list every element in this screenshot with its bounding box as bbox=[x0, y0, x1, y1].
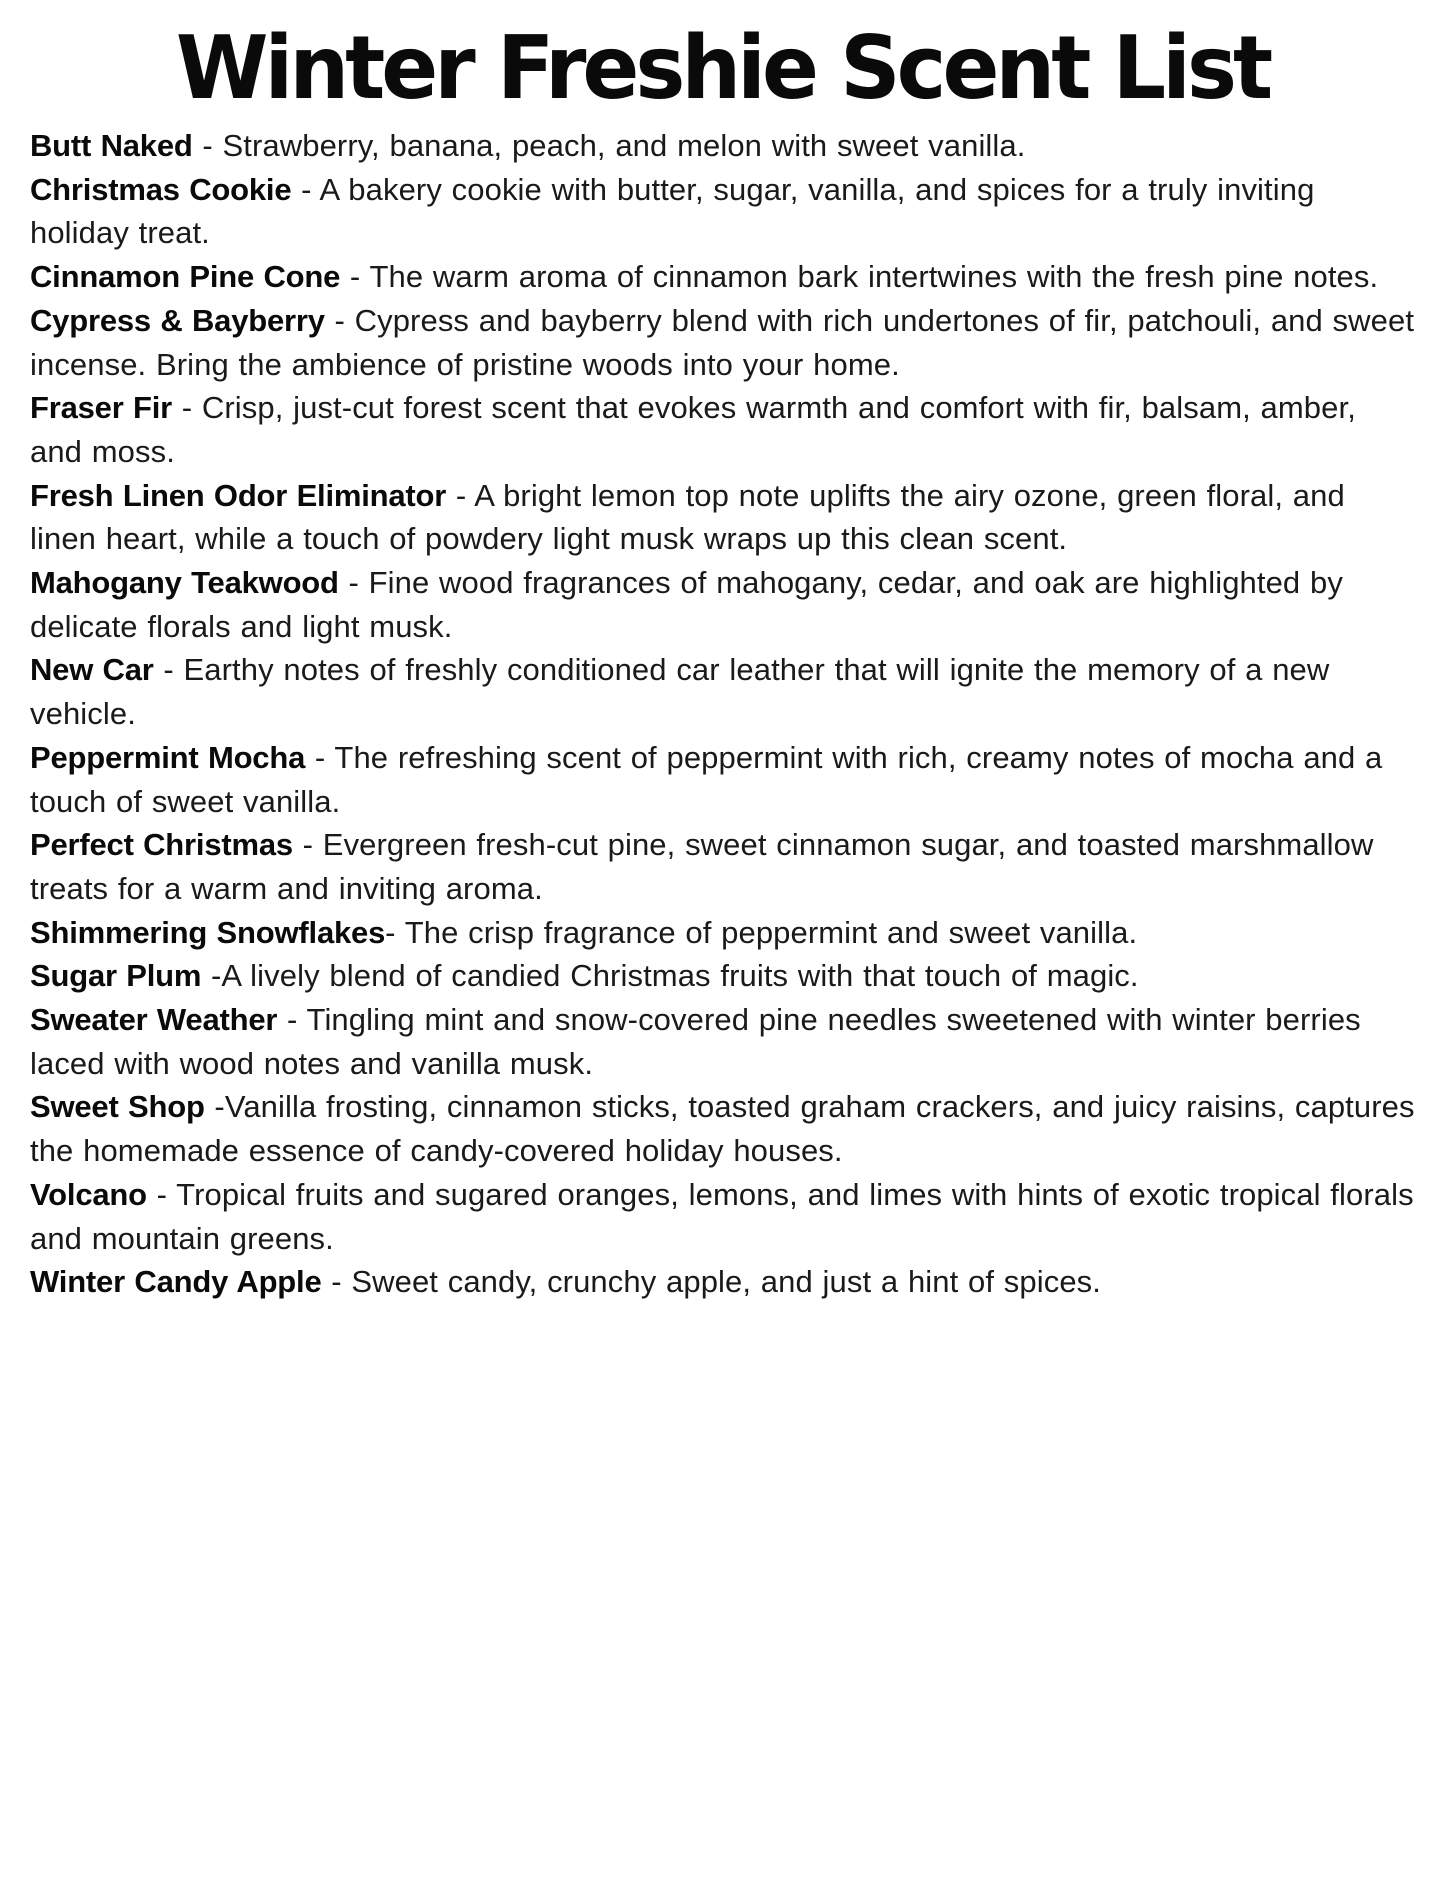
scent-entry bbox=[30, 954, 1415, 998]
scent-entry bbox=[30, 823, 1415, 910]
scent-description: - Evergreen fresh-cut pine, sweet cinnamon sugar, and toasted marshmallow treats for a warm and inviting aroma. bbox=[30, 827, 1374, 906]
scent-name: Mahogany Teakwood bbox=[30, 565, 339, 601]
scent-name: Peppermint Mocha bbox=[30, 739, 306, 775]
document-page bbox=[0, 17, 1445, 1897]
scent-entry bbox=[30, 736, 1415, 823]
scent-name: Winter Candy Apple bbox=[30, 1264, 322, 1300]
scent-name: Shimmering Snowflakes bbox=[30, 914, 386, 950]
scent-list bbox=[30, 124, 1415, 1304]
scent-name: Sweet Shop bbox=[30, 1089, 205, 1125]
scent-entry bbox=[30, 474, 1415, 561]
scent-entry bbox=[30, 998, 1415, 1085]
scent-description: - Tropical fruits and sugared oranges, lemons, and limes with hints of exotic tropical florals and mountain greens. bbox=[30, 1176, 1414, 1256]
scent-name: Christmas Cookie bbox=[30, 171, 292, 207]
page-title: Winter Freshie Scent List bbox=[175, 17, 1270, 119]
scent-description: -Vanilla frosting, cinnamon sticks, toasted graham crackers, and juicy raisins, captures the homemade essence of candy-covered holiday houses. bbox=[30, 1089, 1415, 1169]
scent-name: Sweater Weather bbox=[30, 1002, 278, 1038]
scent-name: Sugar Plum bbox=[30, 958, 202, 994]
scent-name: Fresh Linen Odor Eliminator bbox=[30, 477, 447, 513]
scent-description: - Sweet candy, crunchy apple, and just a hint of spices. bbox=[321, 1264, 1101, 1300]
scent-entry bbox=[30, 299, 1415, 386]
scent-description: - Crisp, just-cut forest scent that evokes warmth and comfort with fir, balsam, amber, and moss. bbox=[30, 390, 1356, 469]
scent-description: - Tingling mint and snow-covered pine needles sweetened with winter berries laced with wood notes and vanilla musk. bbox=[30, 1002, 1361, 1081]
scent-description: - Strawberry, banana, peach, and melon with sweet vanilla. bbox=[192, 128, 1026, 163]
scent-entry bbox=[30, 911, 1415, 955]
scent-name: Volcano bbox=[30, 1176, 147, 1212]
scent-name: Butt Naked bbox=[30, 128, 193, 163]
scent-name: Perfect Christmas bbox=[30, 827, 293, 863]
scent-description: - Fine wood fragrances of mahogany, cedar, and oak are highlighted by delicate florals and light musk. bbox=[30, 565, 1343, 644]
scent-description: -A lively blend of candied Christmas fruits with that touch of magic. bbox=[201, 958, 1139, 994]
scent-entry bbox=[30, 124, 1415, 168]
scent-entry bbox=[30, 561, 1415, 648]
scent-name: Cypress & Bayberry bbox=[30, 302, 325, 338]
scent-description: - Earthy notes of freshly conditioned car leather that will ignite the memory of a new vehicle. bbox=[30, 652, 1330, 732]
scent-entry bbox=[30, 168, 1415, 255]
scent-name: New Car bbox=[30, 652, 154, 688]
scent-entry bbox=[30, 648, 1415, 735]
scent-entry bbox=[30, 386, 1415, 473]
scent-entry bbox=[30, 1260, 1415, 1304]
scent-description: - The warm aroma of cinnamon bark intertwines with the fresh pine notes. bbox=[340, 259, 1379, 295]
scent-entry bbox=[30, 1085, 1415, 1172]
scent-entry bbox=[30, 255, 1415, 299]
scent-description: - Cypress and bayberry blend with rich undertones of fir, patchouli, and sweet incense. Bring the ambience of pristine woods into your home. bbox=[30, 302, 1415, 382]
scent-entry bbox=[30, 1173, 1415, 1260]
scent-name: Cinnamon Pine Cone bbox=[30, 259, 341, 295]
scent-description: - A bakery cookie with butter, sugar, vanilla, and spices for a truly inviting holiday treat. bbox=[30, 171, 1315, 251]
scent-description: - The refreshing scent of peppermint with rich, creamy notes of mocha and a touch of sweet vanilla. bbox=[30, 739, 1383, 819]
scent-description: - A bright lemon top note uplifts the airy ozone, green floral, and linen heart, while a touch of powdery light musk wraps up this clean scent. bbox=[30, 477, 1345, 557]
scent-name: Fraser Fir bbox=[30, 390, 173, 426]
scent-description: - The crisp fragrance of peppermint and sweet vanilla. bbox=[385, 914, 1138, 950]
